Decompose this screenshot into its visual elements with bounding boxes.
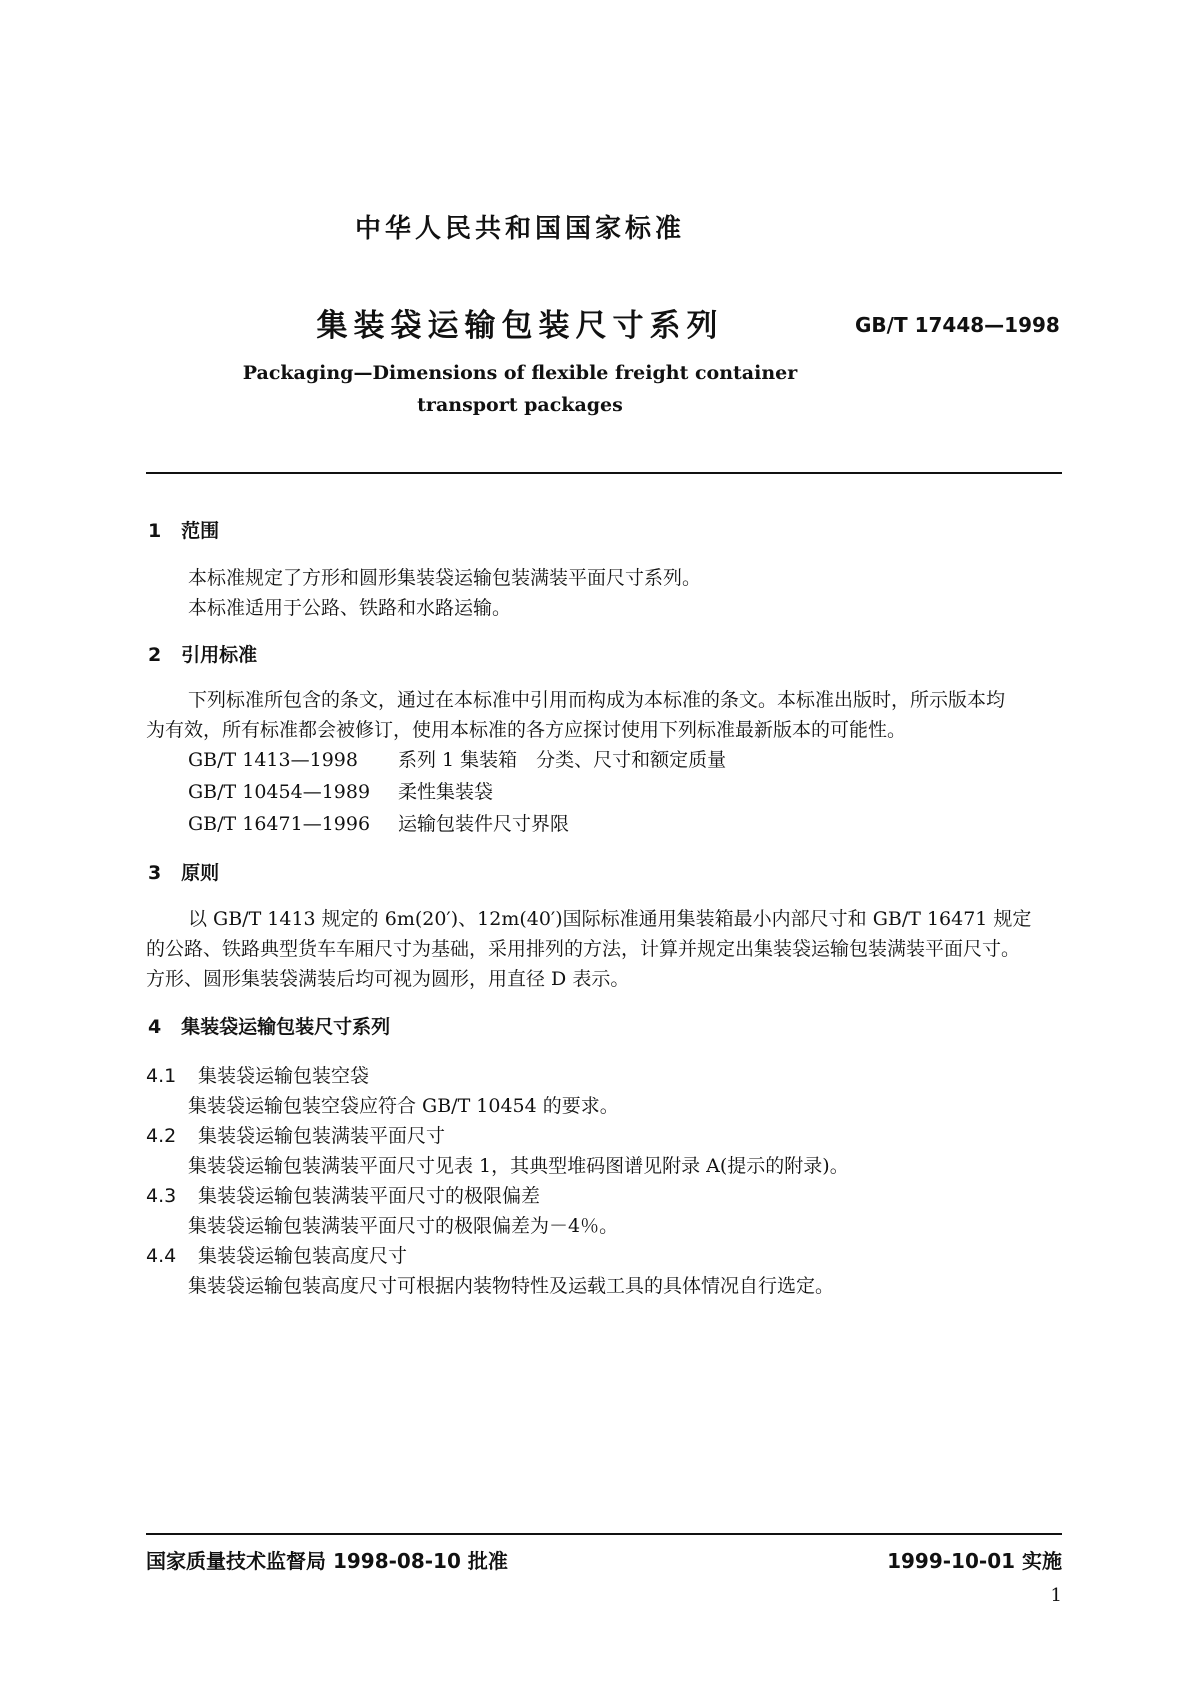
- subsection-title: 集装袋运输包装高度尺寸: [198, 1245, 408, 1267]
- section-number: 1: [148, 520, 162, 542]
- section-1-heading: [148, 516, 219, 543]
- subsection-title: 集装袋运输包装空袋: [198, 1065, 370, 1087]
- subsection-number: 4.4: [146, 1245, 177, 1267]
- section-1-paragraph-1: 本标准规定了方形和圆形集装袋运输包装满装平面尺寸系列。: [188, 567, 702, 589]
- subsection-number: 4.3: [146, 1185, 177, 1207]
- section-2-paragraph-continued: 为有效，所有标准都会被修订，使用本标准的各方应探讨使用下列标准最新版本的可能性。: [146, 719, 907, 741]
- section-3-line-1: 以 GB/T 1413 规定的 6m(20′)、12m(40′)国际标准通用集装箱最小内部尺寸和 GB/T 16471 规定: [188, 908, 1032, 930]
- national-standard-heading: 中华人民共和国国家标准: [354, 214, 685, 244]
- subsection-heading: [146, 1061, 369, 1091]
- section-3-line-2: 的公路、铁路典型货车车厢尺寸为基础，采用排列的方法，计算并规定出集装袋运输包装满装平面尺寸。: [146, 938, 1021, 960]
- standard-title: 集装袋运输包装尺寸系列: [316, 308, 724, 344]
- subsection-text: 集装袋运输包装高度尺寸可根据内装物特性及运载工具的具体情况自行选定。: [188, 1275, 835, 1297]
- subsection-heading: [146, 1241, 407, 1271]
- section-2-heading: [148, 640, 257, 667]
- reference-name: 柔性集装袋: [398, 781, 494, 803]
- subsection-title: 集装袋运输包装满装平面尺寸的极限偏差: [198, 1185, 541, 1207]
- reference-code: GB/T 16471—1996: [188, 813, 371, 835]
- effective-date: 1999-10-01 实施: [887, 1549, 1062, 1573]
- subsection-title: 集装袋运输包装满装平面尺寸: [198, 1125, 446, 1147]
- subsection-text: 集装袋运输包装满装平面尺寸见表 1，其典型堆码图谱见附录 A(提示的附录)。: [188, 1155, 849, 1177]
- section-4-heading: [148, 1012, 390, 1039]
- reference-item: [188, 809, 569, 839]
- approval-date: 国家质量技术监督局 1998-08-10 批准: [146, 1549, 508, 1573]
- page-number: 1: [1050, 1585, 1062, 1606]
- section-title: 原则: [181, 862, 220, 884]
- section-title: 引用标准: [181, 644, 258, 666]
- section-number: 4: [148, 1016, 162, 1038]
- section-title: 集装袋运输包装尺寸系列: [181, 1016, 391, 1038]
- english-title-line1: Packaging—Dimensions of flexible freight container: [242, 362, 798, 384]
- reference-code: GB/T 10454—1989: [188, 781, 371, 803]
- subsection-number: 4.1: [146, 1065, 177, 1087]
- subsection-heading: [146, 1121, 445, 1151]
- reference-name: 运输包装件尺寸界限: [398, 813, 570, 835]
- reference-code: GB/T 1413—1998: [188, 749, 358, 771]
- reference-name: 系列 1 集装箱 分类、尺寸和额定质量: [398, 749, 727, 771]
- section-number: 3: [148, 862, 162, 884]
- section-2-paragraph: 下列标准所包含的条文，通过在本标准中引用而构成为本标准的条文。本标准出版时，所示版本均: [188, 689, 1006, 711]
- english-title-line2: transport packages: [417, 394, 623, 416]
- footer-divider: [146, 1533, 1062, 1535]
- standard-code: GB/T 17448—1998: [855, 313, 1060, 337]
- subsection-heading: [146, 1181, 540, 1211]
- reference-item: [188, 777, 493, 807]
- subsection-number: 4.2: [146, 1125, 177, 1147]
- subsection-text: 集装袋运输包装满装平面尺寸的极限偏差为－4％。: [188, 1215, 619, 1237]
- section-title: 范围: [181, 520, 220, 542]
- subsection-text: 集装袋运输包装空袋应符合 GB/T 10454 的要求。: [188, 1095, 619, 1117]
- header-divider: [146, 472, 1062, 474]
- section-number: 2: [148, 644, 162, 666]
- section-3-heading: [148, 858, 219, 885]
- section-1-paragraph-2: 本标准适用于公路、铁路和水路运输。: [188, 597, 512, 619]
- reference-item: [188, 745, 726, 775]
- section-3-line-3: 方形、圆形集装袋满装后均可视为圆形，用直径 D 表示。: [146, 968, 630, 990]
